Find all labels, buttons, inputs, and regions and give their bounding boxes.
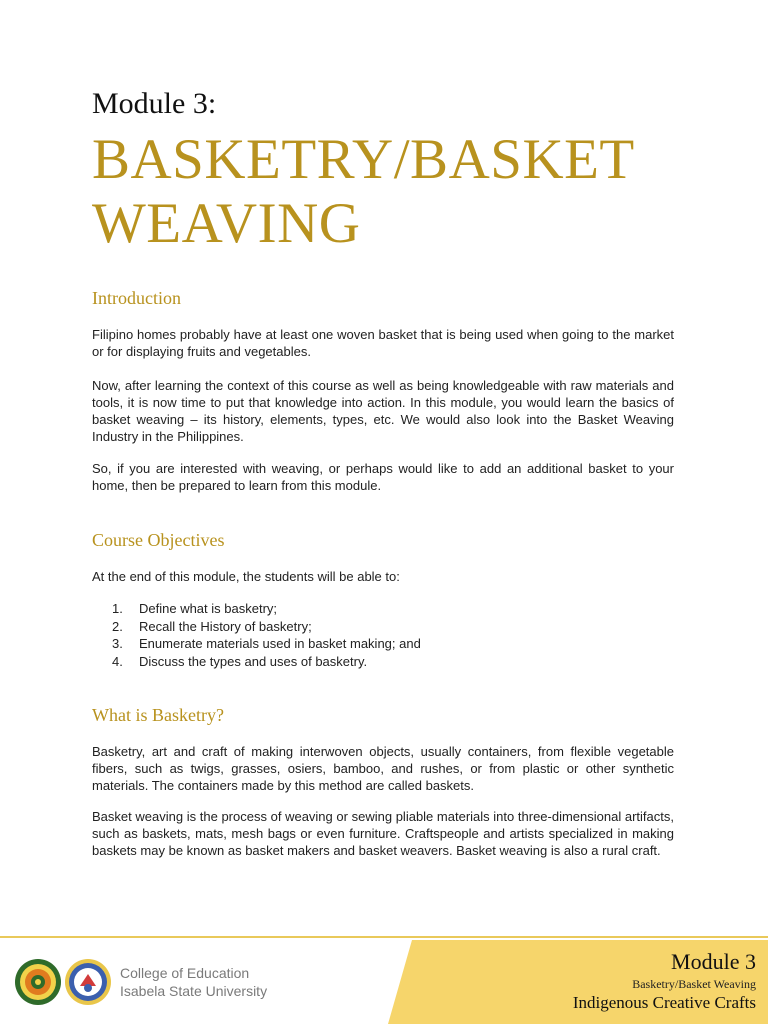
college-line-1: College of Education	[120, 965, 250, 981]
objective-text: Discuss the types and uses of basketry.	[139, 653, 368, 669]
college-seal-icon	[64, 958, 112, 1006]
objectives-list	[112, 600, 421, 670]
college-line-2: Isabela State University	[120, 983, 268, 999]
intro-paragraph-3: So, if you are interested with weaving, or perhaps would like to add an additional basket to your home, then be prepared to learn from this module.	[92, 461, 674, 493]
university-seal-icon	[14, 958, 62, 1006]
college-name	[120, 964, 267, 1000]
objective-number: 1.	[112, 601, 123, 616]
footer-subtitle: Basketry/Basket Weaving	[632, 977, 756, 991]
module-label: Module 3:	[92, 87, 217, 120]
objective-number: 3.	[112, 636, 123, 651]
basketry-paragraph-2: Basket weaving is the process of weaving or sewing pliable materials into three-dimensional artifacts, such as baskets, mats, mesh bags or even furniture. Craftspeople and artists specialized in making baskets may be known as basket makers and basket weavers. Basket weaving is also a rural craft.	[92, 809, 674, 858]
footer-course: Indigenous Creative Crafts	[572, 993, 756, 1012]
objective-item	[112, 635, 421, 653]
what-is-basketry-heading: What is Basketry?	[92, 705, 224, 725]
objective-text: Recall the History of basketry;	[139, 618, 312, 634]
objectives-heading: Course Objectives	[92, 530, 225, 550]
title-line-2: WEAVING	[92, 192, 361, 255]
title-line-1: BASKETRY/BASKET	[92, 128, 635, 191]
basketry-paragraph-1: Basketry, art and craft of making interwoven objects, usually containers, from flexible vegetable fibers, such as twigs, grasses, osiers, bamboo, and rushes, or from plastic or other synthetic materials. The containers made by this method are called baskets.	[92, 744, 674, 793]
objectives-intro: At the end of this module, the students will be able to:	[92, 569, 400, 584]
footer-divider	[0, 936, 768, 938]
objective-text: Define what is basketry;	[139, 601, 278, 616]
intro-paragraph-2: Now, after learning the context of this course as well as being knowledgeable with raw materials and tools, it is now time to put that knowledge into action. In this module, you would learn the basics of basket weaving – its history, elements, types, etc. We would also look into the Basket Weaving Industry in the Philippines.	[92, 378, 674, 444]
objective-item	[112, 618, 421, 636]
objective-number: 2.	[112, 618, 123, 634]
objective-number: 4.	[112, 653, 123, 669]
footer-module: Module 3	[671, 949, 756, 974]
introduction-heading: Introduction	[92, 288, 181, 308]
objective-item	[112, 653, 421, 671]
objective-text: Enumerate materials used in basket making; and	[139, 636, 421, 651]
objective-item	[112, 600, 421, 618]
module-title	[92, 128, 712, 256]
footer-module-info	[573, 950, 756, 1014]
intro-paragraph-1: Filipino homes probably have at least one woven basket that is being used when going to the market or for displaying fruits and vegetables.	[92, 327, 674, 359]
